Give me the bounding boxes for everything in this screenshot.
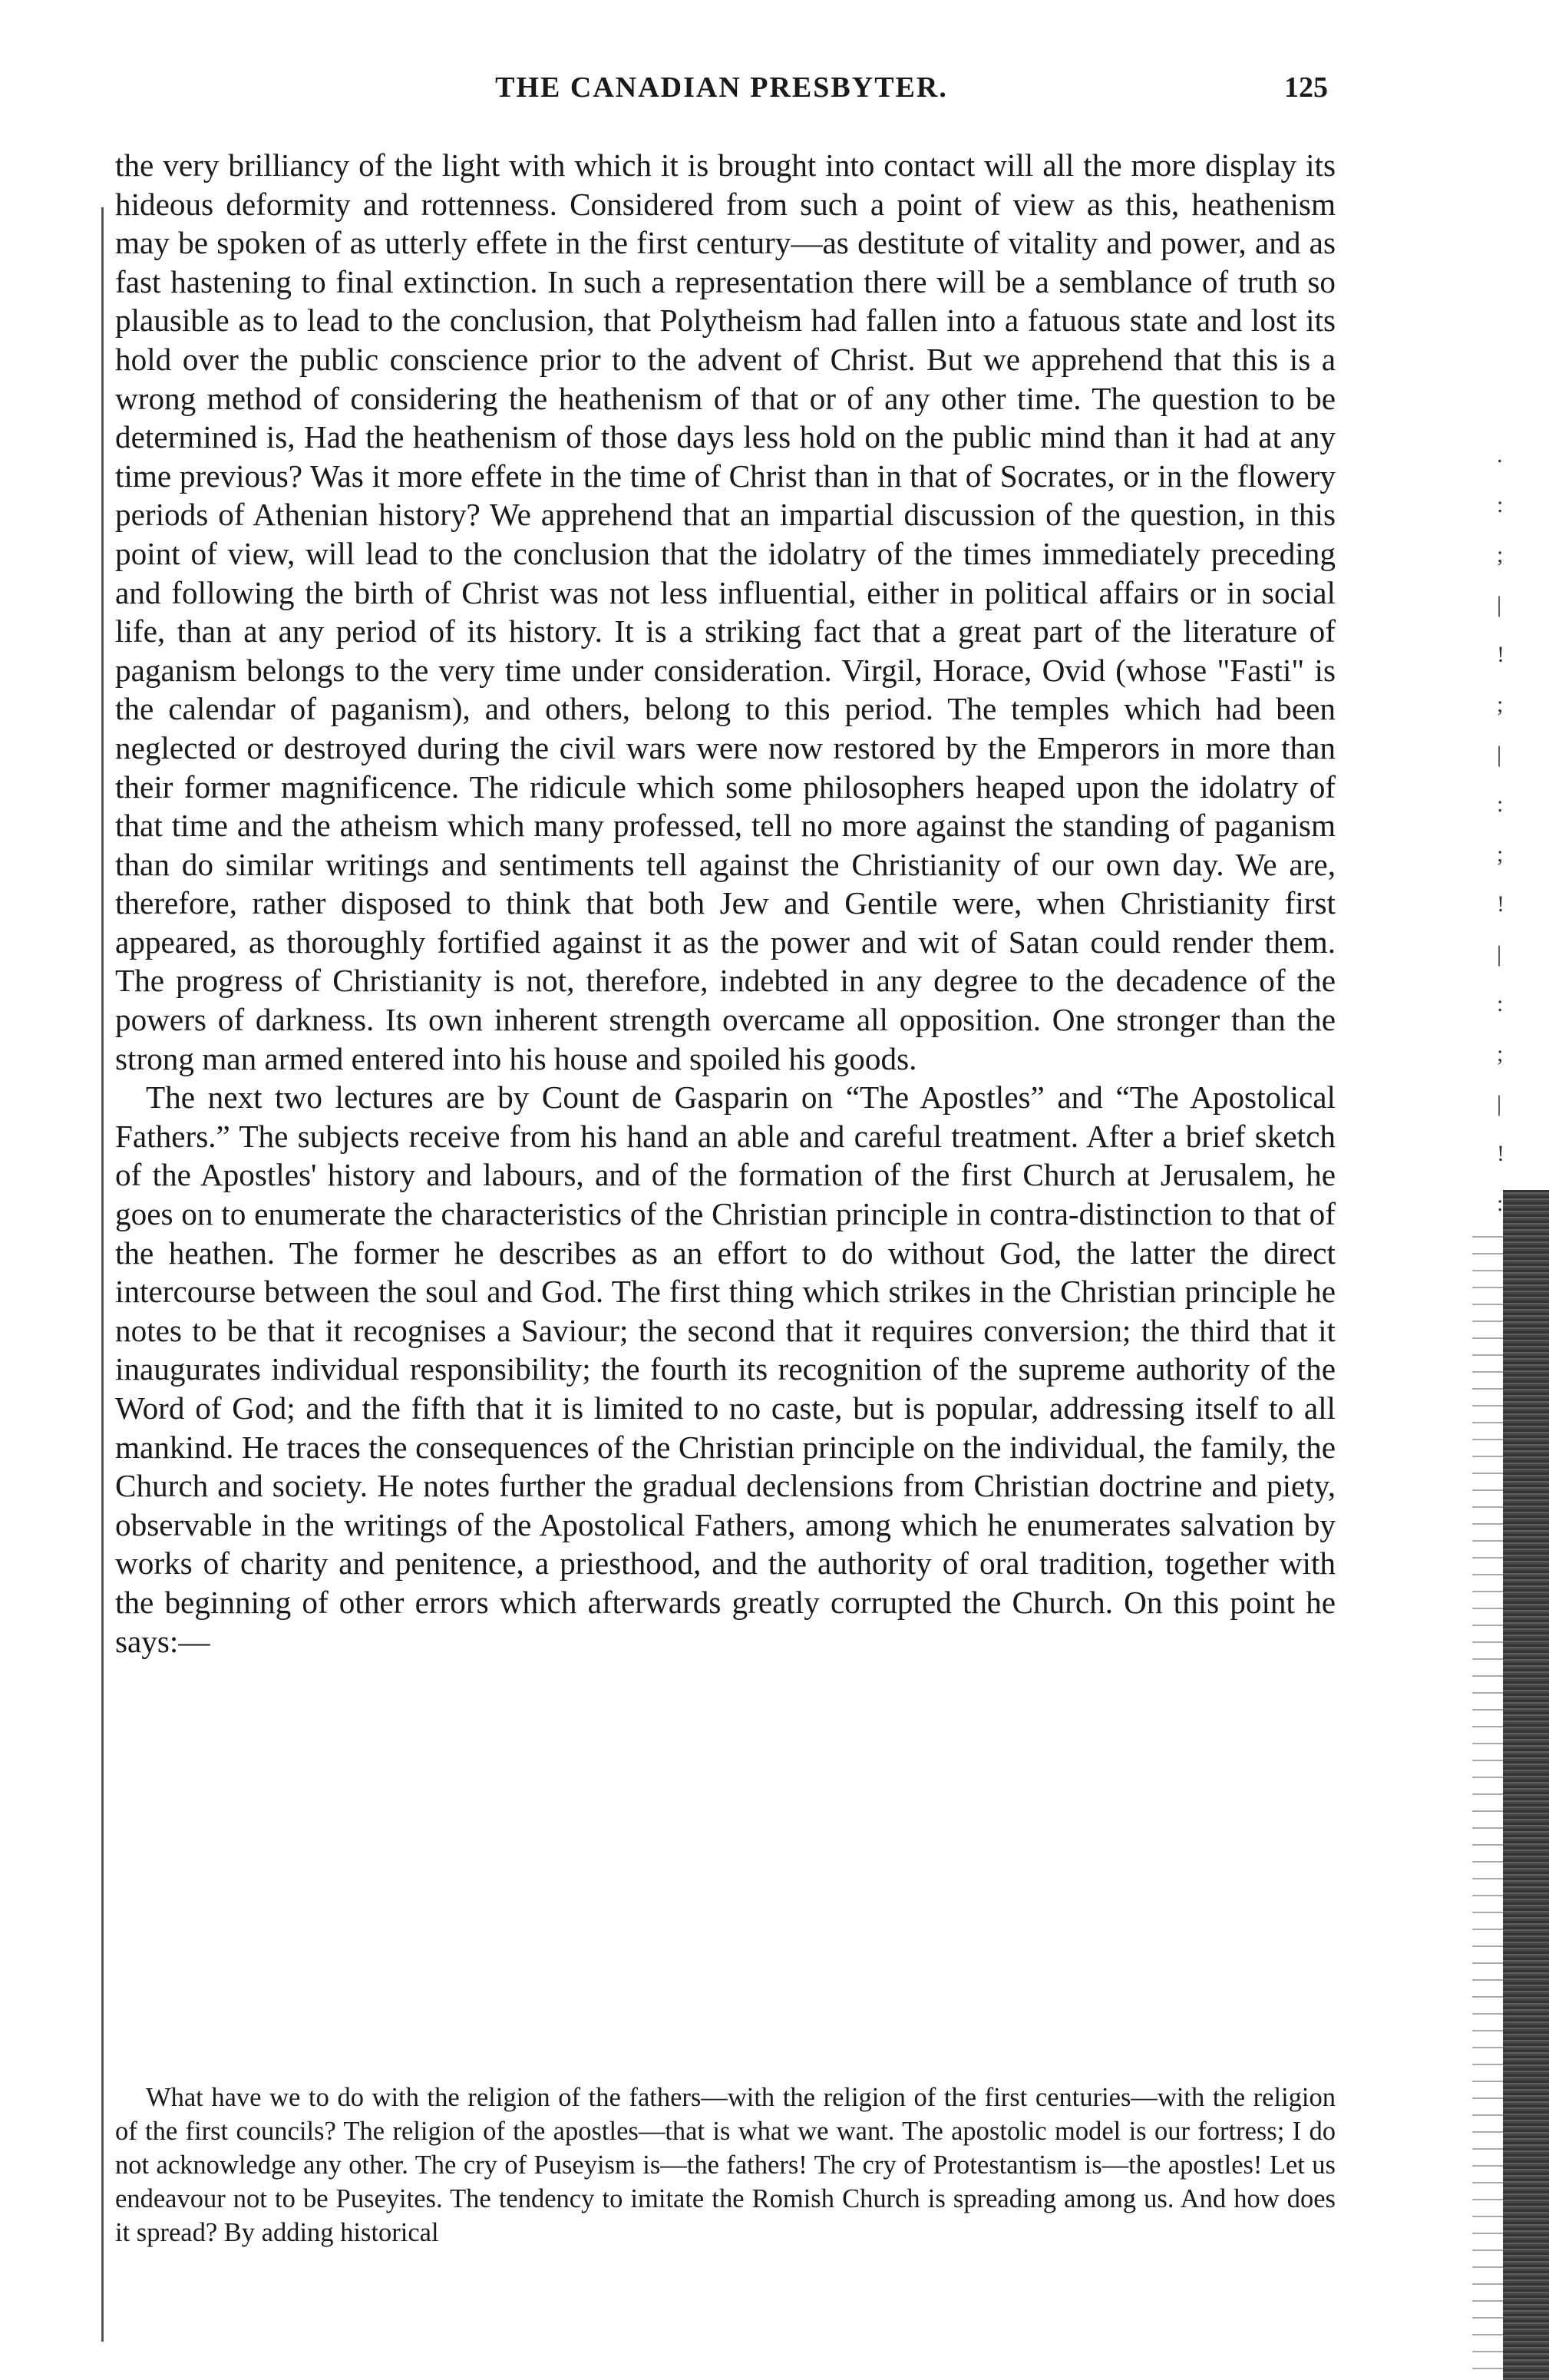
paragraph-gasparin-lectures: The next two lectures are by Count de Gasparin on “The Apostles” and “The Apostolical Fathers.” The subjects receive from his hand an able and careful treatment. After a brief sketch of the Apostles' history and labours, and of the formation of the first Church at Jerusalem, he goes on to enumerate the characteristics of the Christian principle in contra-distinction to that of the heathen. The former he describes as an effort to do without God, the latter the direct intercourse between the soul and God. The first thing which strikes in the Christian principle he notes to be that it recognises a Saviour; the second that it requires conversion; the third that it inaugurates individual responsibility; the fourth its recognition of the supreme authority of the Word of God; and the fifth that it is limited to no caste, but is popular, addressing itself to all mankind. He traces the consequences of the Christian principle on the individual, the family, the Church and society. He notes further the gradual declensions from Christian doctrine and piety, observable in the writings of the Apostolical Fathers, among which he enumerates salvation by works of charity and penitence, a priesthood, and the authority of oral tradition, together with the beginning of other errors which afterwards greatly corrupted the Church. On this point he says:— (115, 1079, 1336, 1659)
paragraph-heathenism: the very brilliancy of the light with which it is brought into contact will all the more display its hideous deformity and rottenness. Considered from such a point of view as this, heathenism may be spoken of as utterly effete in the first century—as destitute of vitality and power, and as fast hastening to final extinction. In such a representation there will be a semblance of truth so plausible as to lead to the conclusion, that Polytheism had fallen into a fatuous state and lost its hold over the public conscience prior to the advent of Christ. But we apprehend that this is a wrong method of considering the heathenism of that or of any other time. The question to be determined is, Had the heathenism of those days less hold on the public mind than it had at any time previous? Was it more effete in the time of Christ than in that of Socrates, or in the flowery periods of Athenian history? We apprehend that an impartial discussion of the question, in this point of view, will lead to the conclusion that the idolatry of the times immediately preceding and following the birth of Christ was not less influential, either in political affairs or in social life, than at any period of its history. It is a striking fact that a great part of the literature of paganism belongs to the very time under consideration. Virgil, Horace, Ovid (whose "Fasti" is the calendar of paganism), and others, belong to this period. The temples which had been neglected or destroyed during the civil wars were now restored by the Emperors in more than their former magnificence. The ridicule which some philosophers heaped upon the idolatry of that time and the atheism which many professed, tell no more against the standing of paganism than do similar writings and sentiments tell against the Christianity of our own day. We are, therefore, rather disposed to think that both Jew and Gentile were, when Christianity first appeared, as thoroughly fortified against it as the power and wit of Satan could render them. The progress of Christianity is not, therefore, indebted in any degree to the decadence of the powers of darkness. Its own inherent strength overcame all opposition. One stronger than the strong man armed entered into his house and spoiled his goods. (115, 147, 1336, 1076)
block-quote: What have we to do with the religion of the fathers—with the religion of the first centuries—with the religion of the first councils? The religion of the apostles—that is what we want. The apostolic model is our fortress; I do not acknowledge any other. The cry of Puseyism is—the fathers! The cry of Protestantism is—the apostles! Let us endeavour not to be Puseyites. The tendency to imitate the Romish Church is spreading among us. And how does it spread? By adding historical (115, 2083, 1336, 2247)
binding-shadow-inner (1472, 1228, 1503, 2380)
binding-rule-left (101, 207, 104, 2342)
running-head (115, 71, 1328, 117)
binding-shadow (1503, 1190, 1549, 2380)
body-text (115, 146, 1336, 1661)
running-title: THE CANADIAN PRESBYTER. (495, 71, 948, 104)
page-number: 125 (1284, 71, 1328, 104)
margin-bleed-marks: . : ; | ! ; | : ; ! | : ; | ! : (1497, 442, 1504, 1216)
